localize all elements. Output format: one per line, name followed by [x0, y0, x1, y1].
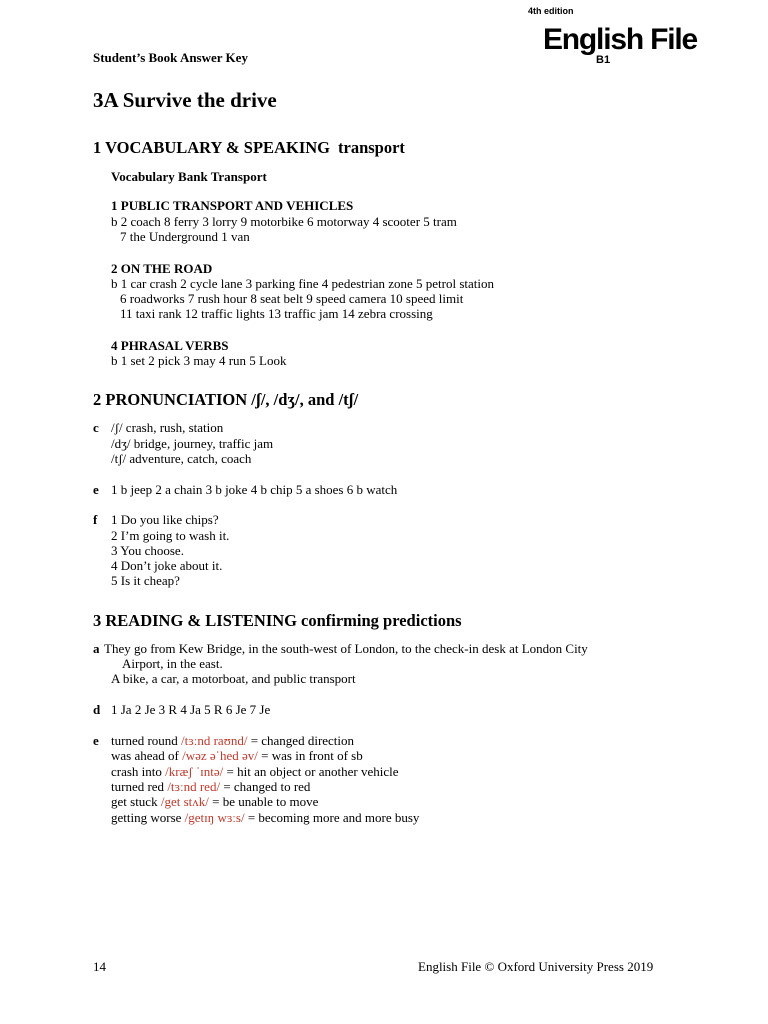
section-2-title: 2 PRONUNCIATION /ʃ/, /dʒ/, and /tʃ/	[93, 390, 359, 409]
part2-heading: 2 ON THE ROAD	[111, 261, 213, 276]
item-letter-a: a	[93, 641, 100, 656]
item-letter-c: c	[93, 420, 99, 435]
vocab-row: get stuck /get stʌk/ = be unable to move	[111, 794, 319, 809]
part1-line-1: b 2 coach 8 ferry 3 lorry 9 motorbike 6 motorway 4 scooter 5 tram	[111, 214, 457, 229]
reading-a-line-1: They go from Kew Bridge, in the south-west of London, to the check-in desk at London City	[104, 641, 588, 656]
item-letter-d: d	[93, 702, 101, 717]
part1-line-2: 7 the Underground 1 van	[120, 229, 250, 244]
section-1-subtitle: transport	[338, 138, 405, 157]
level-label: B1	[596, 54, 611, 66]
reading-a-line-3: A bike, a car, a motorboat, and public transport	[111, 671, 356, 686]
pron-c-line-2: /dʒ/ bridge, journey, traffic jam	[111, 436, 274, 451]
vocab-row: turned red /tɜːnd red/ = changed to red	[111, 779, 311, 794]
vocab-bank-label: Vocabulary Bank Transport	[111, 169, 267, 184]
section-3-heading	[93, 611, 462, 631]
vocab-row: crash into /kræʃ ˈɪntə/ = hit an object or another vehicle	[111, 764, 399, 779]
part4-line-1: b 1 set 2 pick 3 may 4 run 5 Look	[111, 353, 287, 368]
section-3-title: 3 READING & LISTENING	[93, 611, 297, 630]
item-letter-f: f	[93, 512, 98, 527]
vocab-row: was ahead of /wəz əˈhed əv/ = was in front of sb	[111, 748, 363, 763]
pron-c-line-3: /tʃ/ adventure, catch, coach	[111, 451, 252, 466]
pron-e-answers: 1 b jeep 2 a chain 3 b joke 4 b chip 5 a shoes 6 b watch	[111, 482, 398, 497]
item-letter-e2: e	[93, 733, 99, 748]
section-1-title: 1 VOCABULARY & SPEAKING	[93, 138, 330, 157]
brand-logo: English File	[543, 23, 697, 56]
part2-line-1: b 1 car crash 2 cycle lane 3 parking fine 4 pedestrian zone 5 petrol station	[111, 276, 494, 291]
answer-key-label: Student’s Book Answer Key	[93, 50, 248, 65]
section-3-subtitle: confirming predictions	[301, 611, 462, 630]
reading-d-answers: 1 Ja 2 Je 3 R 4 Ja 5 R 6 Je 7 Je	[111, 702, 271, 717]
section-1-heading	[93, 138, 405, 158]
pron-f-line-5: 5 Is it cheap?	[111, 573, 180, 588]
pron-f-line-2: 2 I’m going to wash it.	[111, 528, 230, 543]
part2-line-2: 6 roadworks 7 rush hour 8 seat belt 9 speed camera 10 speed limit	[120, 291, 464, 306]
part2-line-3: 11 taxi rank 12 traffic lights 13 traffic jam 14 zebra crossing	[120, 306, 433, 321]
edition-label: 4th edition	[528, 6, 574, 16]
pron-c-line-1: /ʃ/ crash, rush, station	[111, 420, 224, 435]
vocab-row: turned round /tɜːnd raʊnd/ = changed direction	[111, 733, 355, 748]
page-title: 3A Survive the drive	[93, 88, 277, 112]
item-letter-e: e	[93, 482, 99, 497]
pron-f-line-4: 4 Don’t joke about it.	[111, 558, 223, 573]
copyright: English File © Oxford University Press 2019	[418, 959, 654, 974]
page-number: 14	[93, 959, 106, 974]
pron-f-line-1: 1 Do you like chips?	[111, 512, 219, 527]
part1-heading: 1 PUBLIC TRANSPORT AND VEHICLES	[111, 198, 354, 213]
reading-a-line-2: Airport, in the east.	[122, 656, 223, 671]
pron-f-line-3: 3 You choose.	[111, 543, 184, 558]
part4-heading: 4 PHRASAL VERBS	[111, 338, 229, 353]
vocab-row: getting worse /getɪŋ wɜːs/ = becoming more and more busy	[111, 810, 420, 825]
